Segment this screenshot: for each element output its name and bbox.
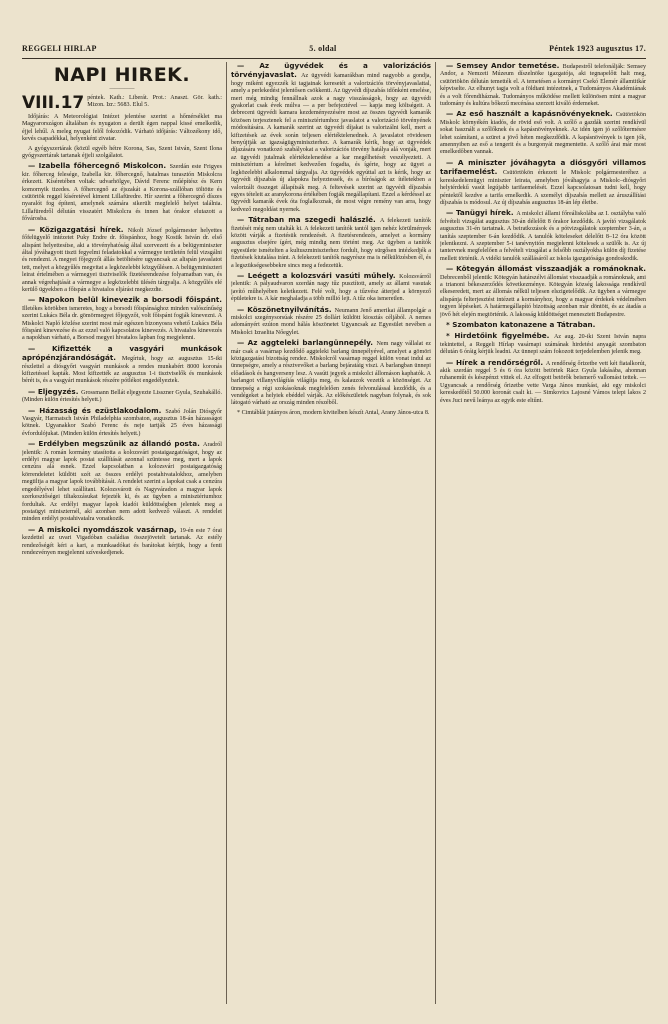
article-headline: — Köszönetnyilvánítás. — [237, 304, 335, 314]
article-body: A miskolci állami főreáliskolába az I. osztályba való felvételi vizsgálat augusztus 30-án délelőtt 8 órakor kezdődik. A javító vizsgálatok augusztus 31-én tartatnak. A beiratkozások és a pótvizsgálatok szeptember 3-án, a tanítás szeptember 6-án kezdődik. A tanulók köteleseket délelőtt 8–12 óra között jelentkezni. A szeptember 5-i tanévnyitón megjelenni kötelesek a szülők is. Az új tantervnek megfelelően a felvételi vizsgálat a felsőbb osztályokba külön díj fizetése mellett történik. A vidéki tanulók szállásáról az iskola igazgatósága gondoskodik. — [440, 211, 646, 262]
article-headline: * Hirdetőink figyelmébe. — [446, 331, 554, 341]
big-date: VIII.17 — [22, 93, 85, 113]
article-body: Budapestről telefonálják: Semsey Andor, a Nemzeti Múzeum díszelnöke igazgatója, aki tegnapelőtt halt meg, csütörtökön délután temették el. A temetésen a kormányt Csekó Elemér államtitkár képviselte. Az elhunyt tagja volt a földtani intézetnek, a Tudományos Akadémiának és a volt főrendiháznak. Tudományos működése mellett különösen mint a magyar tudomány és kultúra bőkezű mecénása szerzett kiváló érdemeket. — [440, 64, 646, 108]
article — [440, 62, 646, 108]
column-rule — [435, 62, 436, 1004]
article-headline: — Közigazgatási hírek. — [28, 224, 128, 234]
calendar-text: péntek. Kath.: Liberát. Prot.: Anaszt. Gör. kath.: Mizon. Izr.: 5683. Elul 5. — [87, 95, 222, 109]
article-body: Illetékes körökben ismeretes, hogy a borsodi főispánsághoz minden valószínűség szerint Lukács Béla dr. gömörmegyei főjegyzőt, volt főispánt fogják kinevezni. A Miskolci Napló közlése szerint most már egészen bizonyosra vehető Lukács Béla főispáni kinevezése és az ezzel való kapcsolatos kinevezés. A hivatalos kinevezés a napokban várható, a Borsod megyei hivatalos lapban fog megjelenni. — [22, 305, 222, 342]
article-headline: — Eljegyzés. — [28, 386, 82, 396]
article — [440, 321, 646, 330]
article-headline: — Kifizették a vasgyári munkások aprópénzjárandóságát. — [22, 343, 222, 363]
article-list — [440, 62, 646, 405]
article-headline: — Izabella főhercegnő Miskolcon. — [28, 161, 170, 171]
article — [22, 296, 222, 342]
weather-report: Időjárás: A Meteorológiai Intézet jelentése szerint a hőmérséklet ma Magyarországon általában és nyugaton a derült égen nappal kissé emelkedik, éjjel lehűl. A meleg nyugat felől fokozódik. Várható időjárás: Változékony idő, kevés csapadékkal, helyenként zivatar. — [22, 114, 222, 143]
article-headline: — A miniszter jóváhagyta a diósgyőri villamos tarifaemelést. — [440, 157, 646, 177]
column-rule — [226, 62, 227, 1004]
article-headline: — Semsey Andor temetése. — [446, 62, 563, 70]
issue-date: Péntek 1923 augusztus 17. — [549, 44, 646, 53]
section-title: NAPI HIREK. — [53, 64, 191, 86]
article-headline: — Tátraban ma szegedi halászlé. — [237, 215, 380, 225]
article — [440, 159, 646, 207]
paper-name: REGGELI HIRLAP — [22, 44, 97, 53]
article — [231, 272, 431, 304]
column-3 — [440, 62, 646, 1004]
article-body: Grossmann Bellát eljegyezte Lisszner Gyula, Szuhakálló. (Minden külön értesítés helyett.) — [22, 389, 222, 404]
pharmacy-note: A gyógyszertárak (közül egyéb hétre Korona, Sas, Szent István, Szent Ilona gyógyszertárak tartanak éjjeli szolgálatot. — [22, 145, 222, 160]
article-headline: — Tanügyi hírek. — [446, 208, 517, 218]
article — [231, 306, 431, 338]
article-headline: — Erdélyben megszűnik az állandó posta. — [28, 439, 204, 449]
article-headline: * Szombaton katonazene a Tátraban. — [446, 320, 596, 329]
article-headline: — Az eső használt a kapásnövényeknek. — [446, 109, 616, 119]
article-body: Neumann Jenő amerikai állampolgár a miskolci szegénysorsúak részére 25 dollárt küldött kiosztás céljából. A nemes adományért ezúton mond hálás köszönetet Ugyancsak az Egyesület nevében a Miskolci Izraelita Nőegylet. — [231, 307, 431, 336]
article — [22, 526, 222, 558]
article — [22, 407, 222, 439]
article — [440, 359, 646, 405]
calendar-box — [22, 95, 222, 112]
article-body: * Cimtáblát jutányos áron, modern kivitelben készít Antal, Arany János-utca 8. — [237, 409, 430, 416]
article — [231, 216, 431, 270]
article-body: Az aug. 20-iki Szent István napra tekintettel, a Reggeli Hírlap vasárnapi számának hirdetési anyagát szombaton délután 6 óráig kérjük leadni. Az ünnepi szám fokozott terjedelemben jelenik meg. — [440, 334, 646, 356]
article-body: Nikolt József polgármester helyettes főfelügyelő intézetet Puky Endre dr. főispánhoz, hogy Kostik István dr. első alispánt helyettesítse, aki a törvényhatóság által szervezett és a belügyminiszter által jóváhagyott tiszti fegyelmi feladatokkal a vármegye területén felül vizsgálni és rendezni. A megyei főjegyzői állás betöltésére ugyancsak az alispán javaslatot tett, melyet a közgyűlés megvitat a legközelebbi közgyűlésen. A belügyminiszteri leirat értelmében a vármegyei tisztviselők fizetésrendezése folyamatban van, és annak végrehajtását a vármegye a legközelebbi ülésén tárgyalja. A közgyűlés elé kerülő ügyekben a főispán a hivatalos eljárást megkezdte. — [22, 227, 222, 293]
page-number: 5. oldal — [309, 44, 337, 53]
article-body: Megírtuk, hogy az augusztus 15-iki részlettel a diósgyőri vasgyári munkások a rendes munkabért 8000 koronás kifizetéssel kapták. Most kifizették az augusztus 1-i tisztviselők és munkások bérét is, és a vasgyári munkások részére pótlékot engedélyeztek. — [22, 356, 222, 385]
article-list — [231, 62, 431, 417]
article-body: Szabó Jolán Diósgyőr Vasgyár, Harmatsch István Philadelphia szombaton, augusztus 18-án házasságot kötnek. Ugyanakkor Szabó Ferenc és neje tartják 25 éves házassági évfordulójukat. (Minden külön értesítés helyett.) — [22, 408, 222, 437]
article-body: Aradról jelentik: A román kormány utasította a kolozsvári postaigazgatóságot, hogy az erdélyi magyar lapok postai szállítását azonnal szüntesse meg, mert a lapok cenzúra alá esnek. Ezzel kapcsolatban a kolozsvári postaigazgatóság körrendeletet küldött szét az összes erdélyi postahivatalokhoz, amelyben megtiltja a magyar lapok továbbítását. A rendelet szerint a lapokat csak a cenzúra engedélyével lehet szállítani. Kolozsvárott és Nagyváradon a magyar lapok szerkesztőségei tiltakozásukat fejezték ki, és az ügyben a minisztériumhoz fordultak. Az erdélyi magyar lapok kiadói küldöttségben jelentek meg a postaügyi miniszternél, aki azonban nem adott kedvező választ. A rendelet minden erdélyi postahivatalra vonatkozik. — [22, 442, 222, 523]
article — [22, 345, 222, 386]
article-body: A rendőrség őrizetbe vett két fiatalkorút, akik szerdán reggel 5 és 6 óra között betörtek Rácz Gyula lakásába, ahonnan ruhaneműt és készpénzt vittek el. Az elfogott betörők beismerő vallomást tettek. — Ugyancsak a rendőrség őrizetbe vette Varga János munkást, aki egy miskolci kereskedőtől 50.000 koronát csalt ki. — Simkovics Lajosné Vámos telepi lakos 2 éves Juci nevű leánya az egyik este eltűnt. — [440, 360, 646, 404]
article-body: Debrecenből jelentik: Kötegyán határszélvi állomást visszaadják a románoknak, ami a trianoni békeszerződés következménye. Kötegyán község lakossága rendkívül elkeseredett, mert az állomás nélkül teljesen elszigetelődik. Az ügyben a vármegye alispánja felterjesztést intézett a kormányhoz, hogy a magyar érdekek védelmében tegyen lépéseket. A határmegállapító bizottság azonban már döntött, és az átadás a jövő hét elején megtörténik. A lakosság küldöttséget menesztett Budapestre. — [440, 274, 646, 318]
article — [440, 265, 646, 319]
article-body: Az ügyvédi kamarákban mind nagyobb a gondja, hogy miként egyezzék ki tagjainak keresetét a valorizációs törvényjavaslattal, amely a perlekedést jelentősen csökkenti. Az ügyvédi díjszabás időnként emelése, mert még mindig fennállnak azok a nagy visszásságok, hogy az ügyvédi gyakorlat csak évek múlva — a per befejeztével — kapja meg költségeit. A debreceni ügyvédi kamara kezdeményezésére most az összes ügyvédi kamarák közösen terjesztenek fel a minisztériumhoz javaslatot a valorizáció törvényének módosítására. A kamarák szerint az ügyvédi díjakat is valorizálni kell, mert a kifizetések az évek során teljesen elértéktelenednek. A javaslatot rövidesen benyújtják az igazságügyminiszterhez. A kamarák kérik, hogy az ügyvédek díjazására vonatkozó szabályokat a valorizációs törvény hatálya alá vonják, mert az ügyvédi jutalmak elértéktelenedése a kar megélhetését veszélyezteti. A minisztérium a kérelmet kedvezően fogadta, és ígérte, hogy az ügyet a legközelebbi alkalommal tárgyalja. Az ügyvédek egyúttal azt is kérik, hogy az ügyvédi díjszabás új alapokra helyeztessék, és a bíróságok az ítéletekben a valorizált összeget állapítsák meg. A feltevések szerint az ügyvédi díjszabás egyes tételeit az aranykorona értékében fogják megállapítani. Ezzel a kérdéssel az ügyvédi kamarák évek óta foglalkoznak, de most végre remény van arra, hogy kedvező megoldást nyernek. — [231, 73, 431, 213]
article — [231, 62, 431, 214]
article-body: Kolozsvárról jelentik: A pályaudvaron szerdán nagy tűz pusztított, amely az állami vasutak javító műhelyében keletkezett. Felé volt, hogy a tűzvész átterjed a környező épületekre is. A kár meghaladja a több millió lejt. A tűz oka ismeretlen. — [231, 273, 431, 303]
article — [22, 226, 222, 295]
article — [440, 332, 646, 356]
article — [231, 410, 431, 417]
article-headline: — Napokon belül kinevezik a borsodi főispánt. — [28, 295, 222, 305]
article-headline: — Az aggteleki barlangünnepély. — [237, 338, 377, 348]
running-header — [22, 44, 646, 59]
article-body: Csütörtökön érkezett le Miskolc polgármesteréhez a kereskedelemügyi miniszter leirata, amelyben jóváhagyja a Miskolc–diósgyőri helyiérdekű vasút legújabb tarifaemelését. Ezzel kapcsolatosan tudni kell, hogy péntektől kezdve a tarifa emelkedik. A személyi díjszabás mellett az áruszállítási díjszabás is módosul. Az új díjszabás augusztus 18-án lép életbe. — [440, 170, 646, 206]
article — [440, 110, 646, 156]
article-headline: — A miskolci nyomdászok vasárnap, — [28, 524, 180, 534]
article-headline: — Leégett a kolozsvári vasúti műhely. — [237, 270, 400, 280]
article-body: 19-én este 7 órai kezdettel az uvari Vigadóban családias összejövetelt tartanak. Az estély rendezőségét kéri a kari, a munkaadókat és barátokat kérjük, hogy a fenti rendezvényen megjelenni szíveskedjenek. — [22, 527, 222, 556]
section-ornament: ————— — [109, 87, 135, 92]
column-1 — [22, 62, 222, 1004]
column-2 — [231, 62, 431, 1004]
article — [22, 440, 222, 523]
article-list — [22, 162, 222, 557]
article-headline: — Kötegyán állomást visszaadják a románoknak. — [446, 264, 646, 274]
article-headline: — Hírek a rendőrségről. — [446, 357, 546, 367]
article — [22, 388, 222, 405]
article-headline: — Az ügyvédek és a valorizációs törvényjavaslat. — [231, 62, 431, 80]
article-body: Csütörtökön Miskolc környékén kiadós, de rövid eső volt. A szőlő a gazdák szerint rendkívül sokat használt a szőlőknek és a kapásnövényeknek. Az idén igen jó szőlőtermésre lehet számítani, a szüret a jövő héten megkezdődik. A kapásnövények is igen jók, amennyiben az eső a tengerit és a burgonyát megmentette. A szőlő árai már most emelkedőben vannak. — [440, 112, 646, 156]
article-body: Szerdán este Frigyes kir. főherceg felesége, Izabella kir. főhercegnő, hatalmas turasztón Miskolcra érkezett. Kíséretében voltak: udvarhölgye, Dávid Ferenc műépítész és Kern komornyik tizedes. A főhercegnő az éjszakát a Korona-szállóban töltötte és csütörtök reggel kíséretével kiment Lillafüredre. Hír szerint a főhercegnő díszes nyaralót fog építeni, amelynek számára sikerült megfelelő helyet találnia. Lillafüredről délután visszatért Miskolcra és innen hat órakor elutazott a fővárosba. — [22, 164, 222, 223]
article-headline: — Házasság és ezüstlakodalom. — [28, 405, 166, 415]
article — [231, 339, 431, 408]
article — [440, 209, 646, 263]
article-body: Nem nagy vállalat ez már csak a vasárnap kezdődő aggteleki barlang ünnepélyével, amelyet a gömöri közigazgatási bizottság rendez. Miskolcról vasárnap reggel külön vonat indul az ünnepségre, amely a résztvevőket a barlang bejáratáig viszi. A barlangban ünnepi előadások és hangverseny lesz. A vasúti jegyek a miskolci állomáson kaphatók. A barlangot villanyvilágítás világítja meg, és kalauzok vezetik a közönséget. Az ünnepség a régi szokásoknak megfelelően zenés felvonulással kezdődik, és a vendégeket a helyiek ebéddel várják. Az előkészületek nagyban folynak, és sok látogató várható az ország minden részéből. — [231, 341, 431, 407]
article-body: A felekezeti tanítók fizetését még nem utalták ki. A felekezeti tanítók tantól igen nehéz körülmények között várják a fizetésük rendezését. A fizetésrendezés, amelyet a kormány augusztus elsejére ígért, még mindig nem történt meg. Az ügyben a tanítók egyesülete ismételten a kultuszminiszterhez fordult, hogy sürgősen intézkedjék a fizetések kiutalása iránt. A felekezeti tanítók nagyrésze ma is nélkülözésben él, és a legszükségesebbekre sincs meg a fedezetük. — [231, 218, 431, 269]
article — [22, 162, 222, 223]
